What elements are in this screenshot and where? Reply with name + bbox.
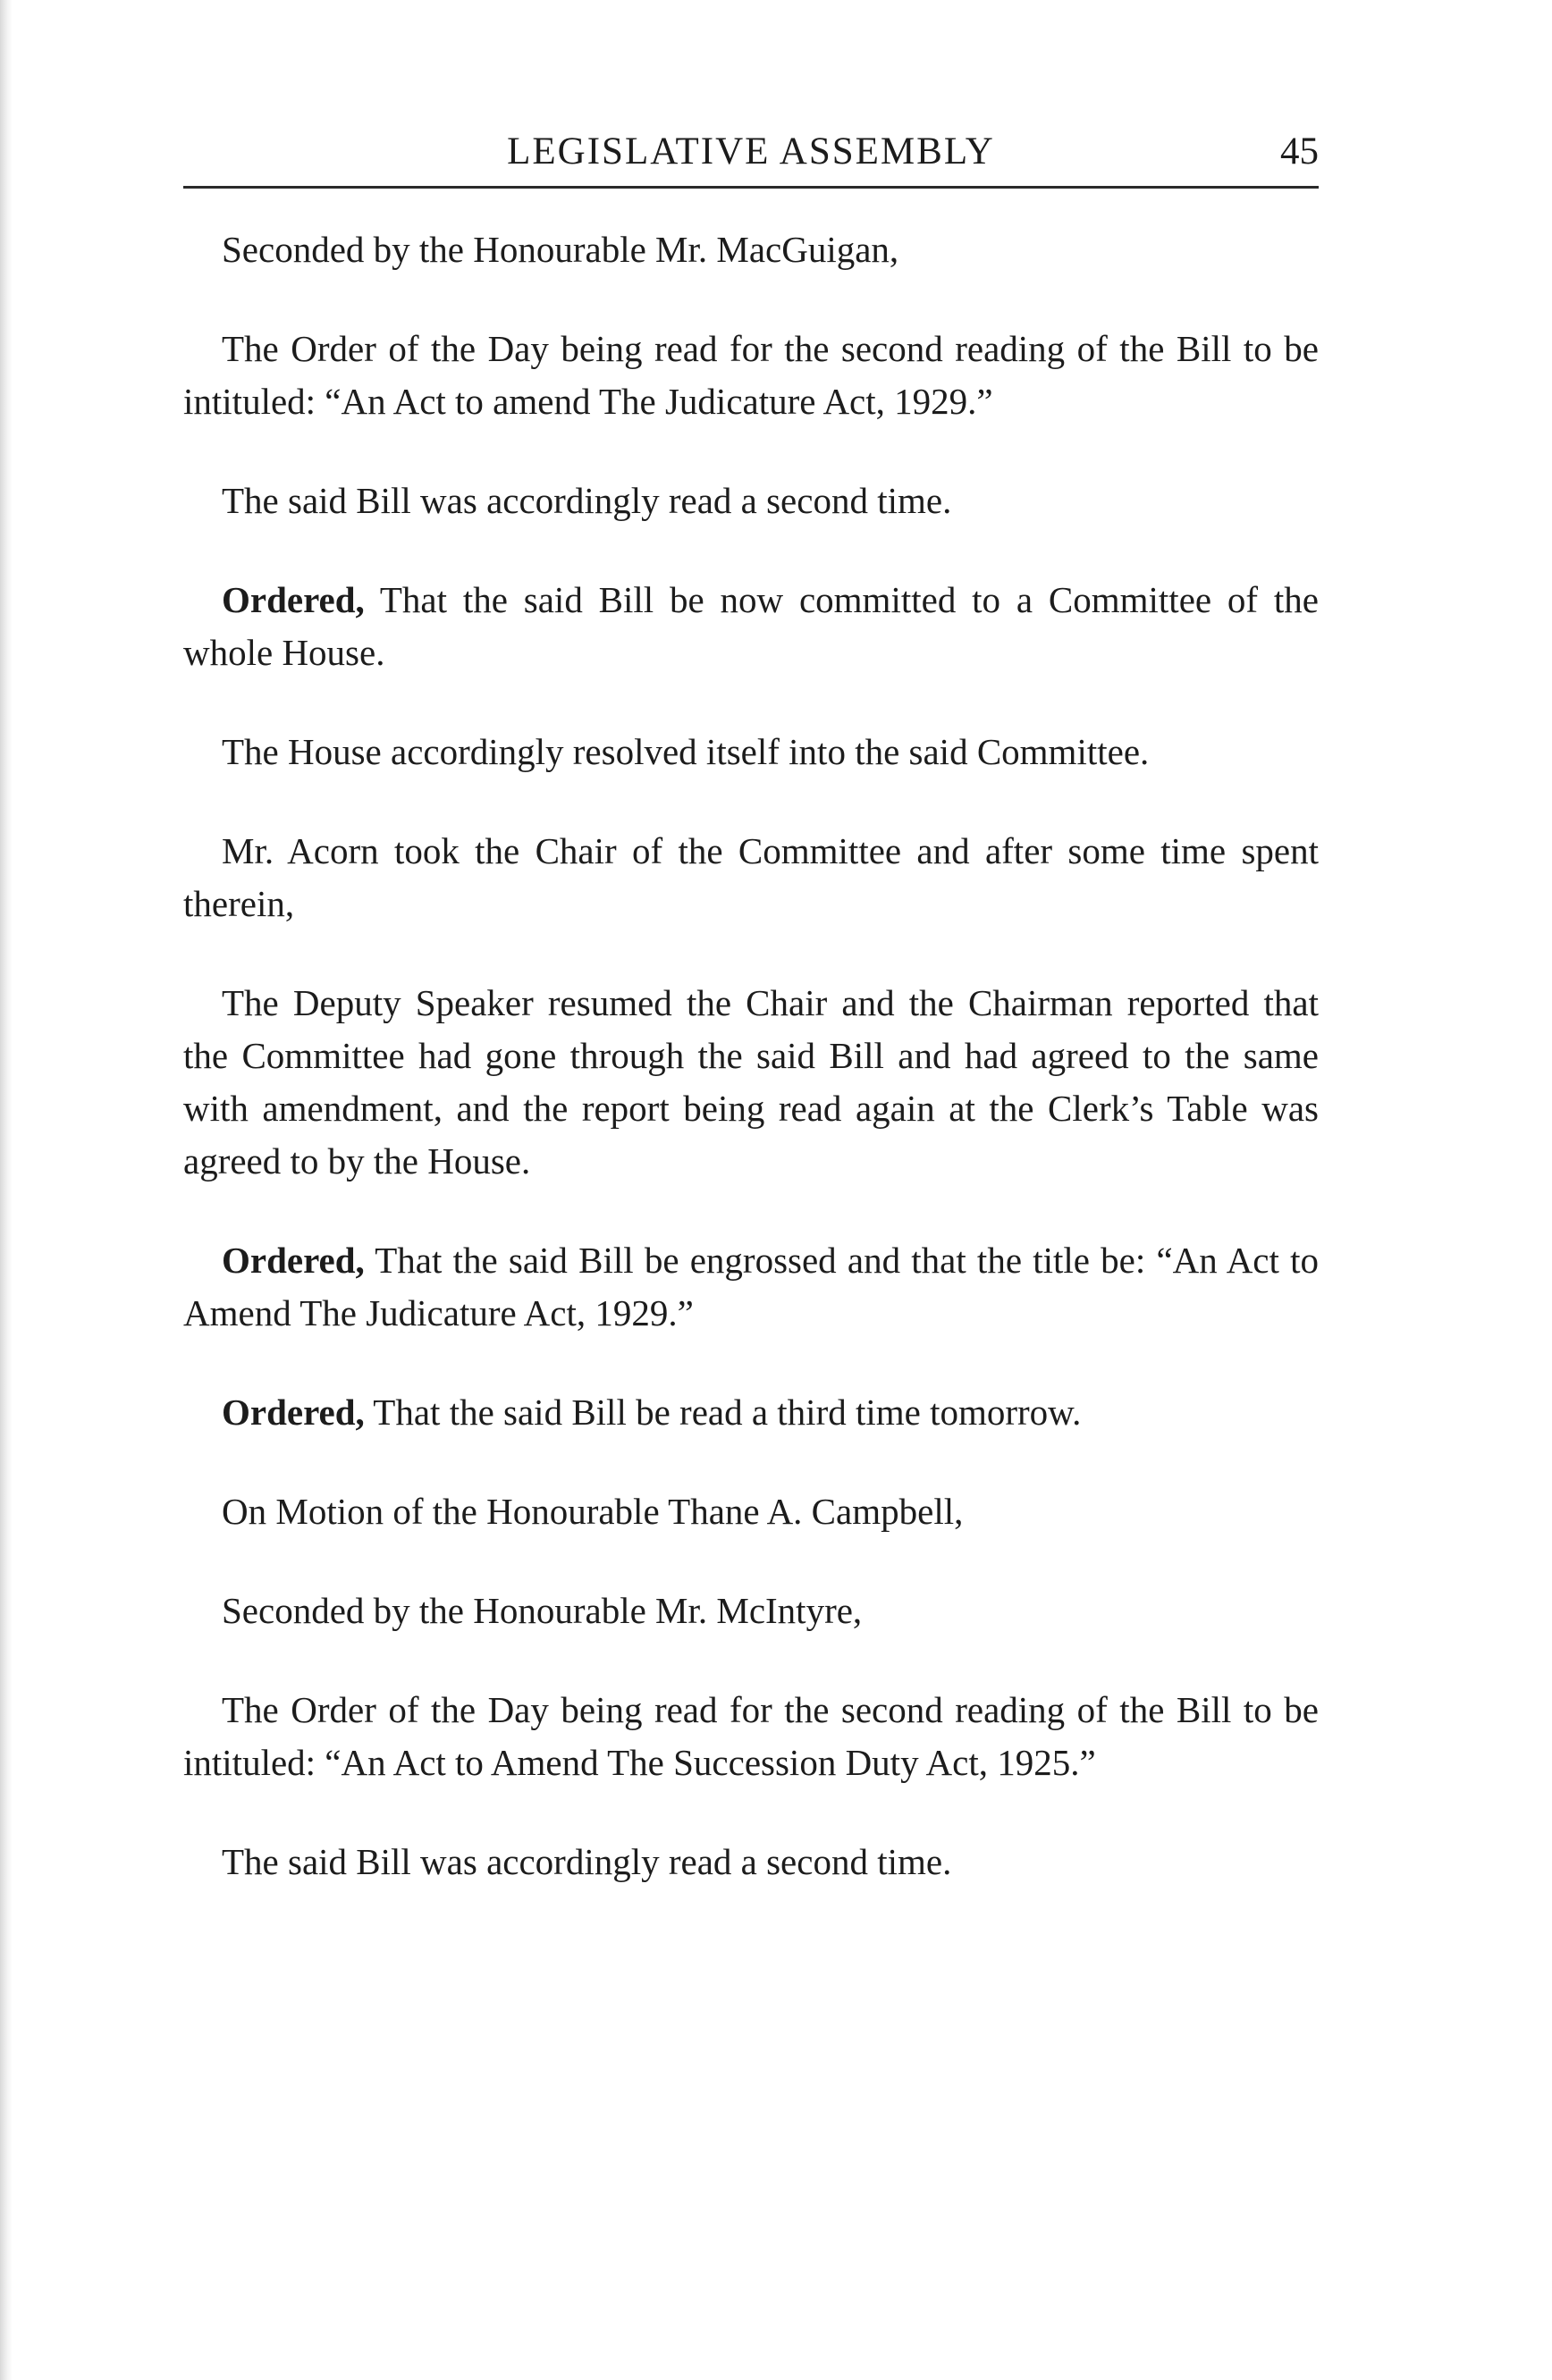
paragraph [183, 1485, 1319, 1538]
header-rule [183, 186, 1319, 189]
paragraph [183, 223, 1319, 276]
paragraph-text: On Motion of the Honourable Thane A. Campbell, [222, 1491, 964, 1532]
body-text [183, 223, 1319, 1935]
page-edge-shadow [0, 0, 13, 2380]
paragraph [183, 977, 1319, 1188]
page-number: 45 [1280, 130, 1319, 172]
paragraph-text: The said Bill was accordingly read a second time. [222, 1841, 952, 1882]
paragraph-text: The Order of the Day being read for the second reading of the Bill to be intituled: “An Act to amend The Judicature Act, 1929.” [183, 328, 1319, 422]
paragraph-text: Seconded by the Honourable Mr. McIntyre, [222, 1590, 863, 1631]
paragraph-text: The said Bill was accordingly read a second time. [222, 480, 952, 521]
running-header [183, 125, 1319, 179]
paragraph [183, 574, 1319, 679]
paragraph [183, 726, 1319, 778]
paragraph [183, 323, 1319, 428]
paragraph-text: That the said Bill be read a third time tomorrow. [364, 1392, 1082, 1433]
paragraph [183, 1585, 1319, 1637]
paragraph-text: The Order of the Day being read for the second reading of the Bill to be intituled: “An Act to Amend The Succession Duty Act, 1925.” [183, 1689, 1319, 1783]
paragraph-lead: Ordered, [222, 1240, 365, 1281]
paragraph-text: That the said Bill be engrossed and that the title be: “An Act to Amend The Judicature Act, 1929.” [183, 1240, 1319, 1333]
paragraph-text: Seconded by the Honourable Mr. MacGuigan, [222, 229, 899, 270]
paragraph [183, 1386, 1319, 1439]
paragraph [183, 1684, 1319, 1789]
paragraph-lead: Ordered, [222, 1392, 365, 1433]
paragraph-text: That the said Bill be now committed to a Committee of the whole House. [183, 579, 1319, 673]
running-title: LEGISLATIVE ASSEMBLY [507, 130, 995, 172]
paragraph-text: The Deputy Speaker resumed the Chair and the Chairman reported that the Committee had gone through the said Bill and had agreed to the same with amendment, and the report being read again at the Clerk’s Table was agreed to by the House. [183, 982, 1319, 1182]
paragraph-text: Mr. Acorn took the Chair of the Committee and after some time spent therein, [183, 830, 1319, 924]
paragraph [183, 825, 1319, 930]
paragraph [183, 475, 1319, 527]
paragraph [183, 1836, 1319, 1888]
paragraph [183, 1234, 1319, 1340]
paragraph-lead: Ordered, [222, 579, 365, 620]
paragraph-text: The House accordingly resolved itself into the said Committee. [222, 731, 1150, 772]
